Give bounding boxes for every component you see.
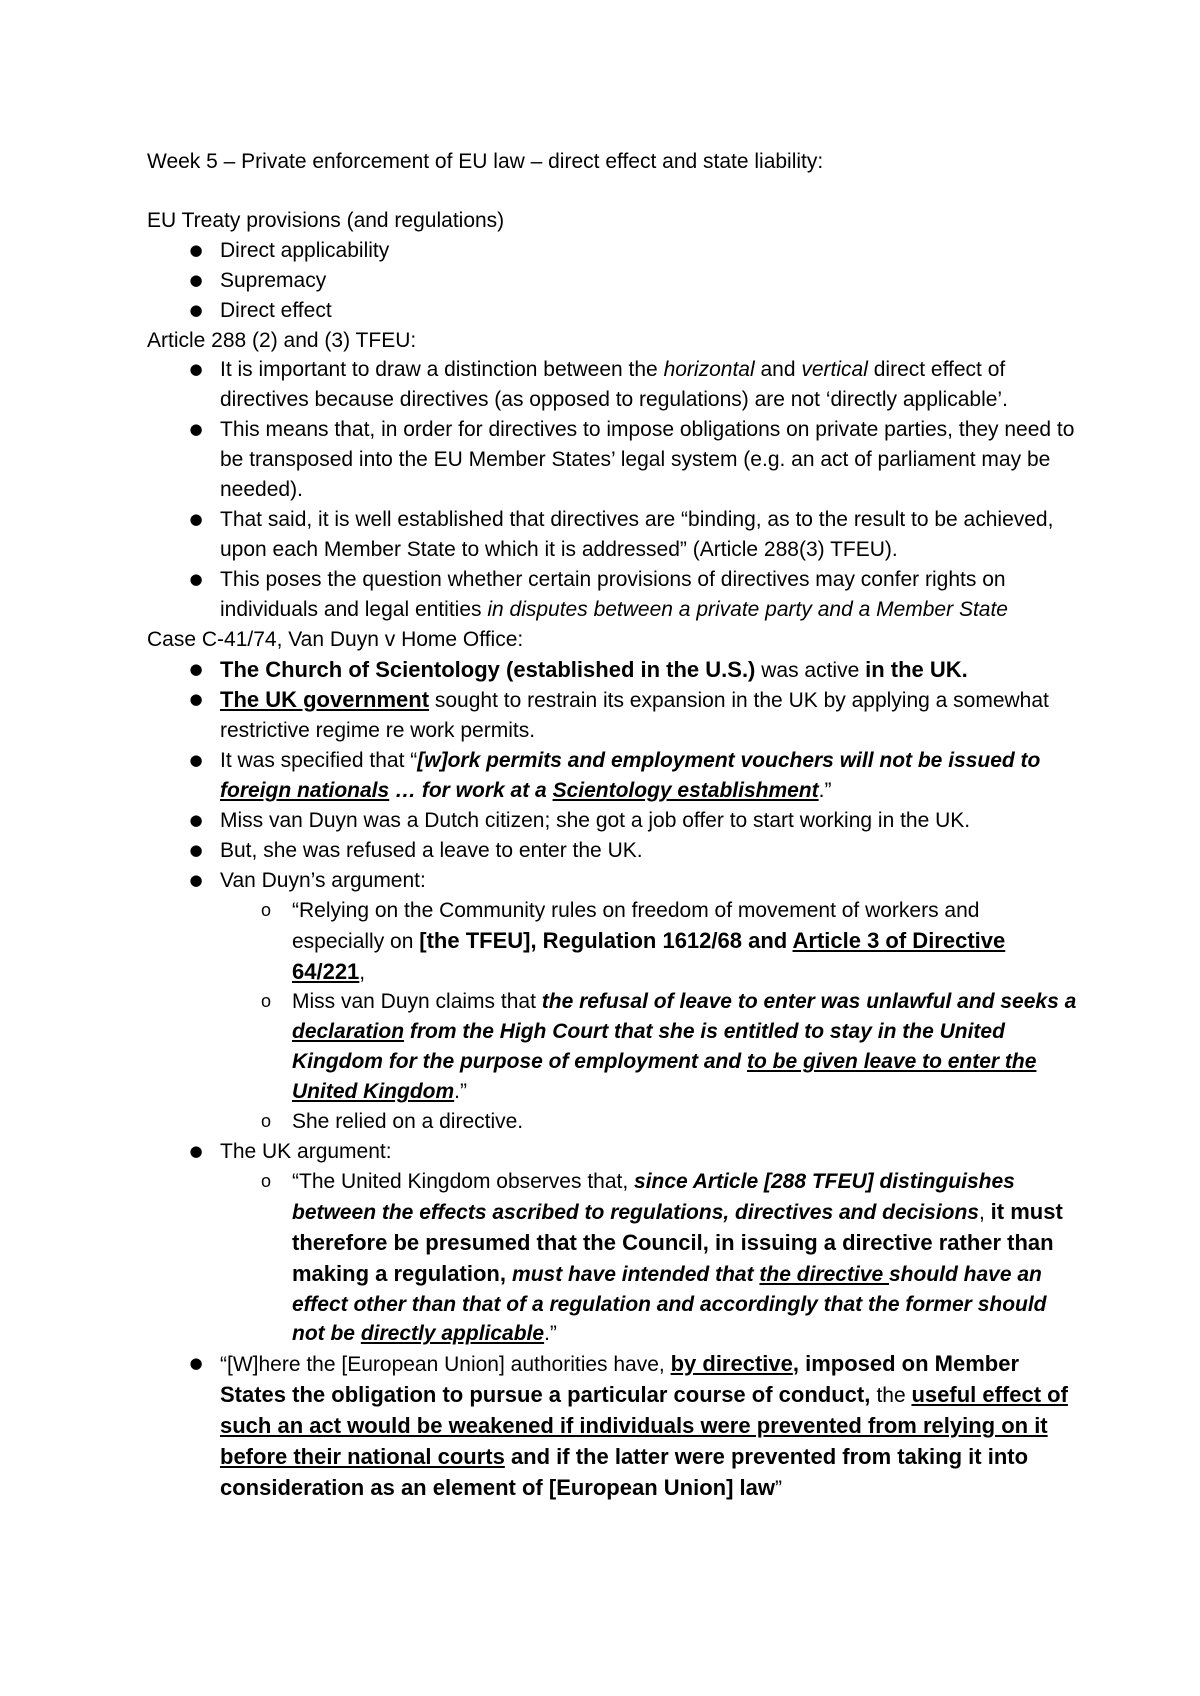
sub-list-item: o Miss van Duyn claims that the refusal of leave to enter was unlawful and seeks a declaration from the High Court that she is entitled to stay in the United Kingdom for the purpose of employment and to be given leave to enter the United Kingdom.”	[147, 987, 1077, 1107]
article-heading: Article 288 (2) and (3) TFEU:	[147, 328, 417, 352]
van-duyn-sublist	[147, 896, 1077, 1137]
list-item: ● Miss van Duyn was a Dutch citizen; she got a job offer to start working in the UK.	[147, 806, 1077, 836]
bullet-icon: ●	[189, 240, 203, 259]
list-item: ● “[W]here the [European Union] authorities have, by directive, imposed on Member States the obligation to pursue a particular course of conduct, the useful effect of such an act would be weakened if individuals were prevented from relying on it before their national courts and if the latter were prevented from taking it into consideration as an element of [European Union] law”	[147, 1349, 1077, 1504]
list-item: ● Direct effect	[147, 296, 1077, 326]
sub-list-item: o “The United Kingdom observes that, since Article [288 TFEU] distinguishes between the effects ascribed to regulations, directives and decisions, it must therefore be presumed that the Council, in issuing a directive rather than making a regulation, must have intended that the directive should have an effect other than that of a regulation and accordingly that the former should not be directly applicable.”	[147, 1167, 1077, 1349]
list-item: ● That said, it is well established that directives are “binding, as to the result to be achieved, upon each Member State to which it is addressed” (Article 288(3) TFEU).	[147, 505, 1077, 565]
list-item: ● Supremacy	[147, 266, 1077, 296]
bullet-icon: ●	[189, 1142, 203, 1160]
list-item: ● It is important to draw a distinction between the horizontal and vertical direct effect of directives because directives (as opposed to regulations) are not ‘directly applicable’.	[147, 355, 1077, 415]
quote-list	[147, 1349, 1077, 1504]
list-item: ● But, she was refused a leave to enter the UK.	[147, 836, 1077, 866]
treaty-heading: EU Treaty provisions (and regulations)	[147, 208, 505, 232]
treaty-list	[147, 236, 1077, 326]
list-item: ● Van Duyn’s argument:	[147, 866, 1077, 896]
bullet-icon: ●	[189, 690, 203, 709]
bullet-icon: ●	[189, 811, 203, 830]
case-heading: Case C-41/74, Van Duyn v Home Office:	[147, 627, 524, 651]
sub-list-item: o She relied on a directive.	[147, 1107, 1077, 1137]
bullet-icon: ●	[189, 1354, 203, 1373]
case-list	[147, 655, 1077, 896]
circle-bullet-icon: o	[260, 991, 271, 1012]
uk-argument-sublist	[147, 1167, 1077, 1349]
list-item: ● The UK government sought to restrain its expansion in the UK by applying a somewhat restrictive regime re work permits.	[147, 685, 1077, 746]
list-item: ● The Church of Scientology (established in the U.S.) was active in the UK.	[147, 655, 1077, 686]
bullet-icon: ●	[189, 420, 203, 439]
list-item: ● This poses the question whether certain provisions of directives may confer rights on individuals and legal entities in disputes between a private party and a Member State	[147, 565, 1077, 625]
bullet-icon: ●	[189, 840, 203, 859]
uk-argument-list	[147, 1137, 1077, 1167]
bullet-icon: ●	[189, 659, 203, 678]
circle-bullet-icon: o	[260, 1170, 271, 1191]
bullet-icon: ●	[189, 270, 203, 289]
circle-bullet-icon: o	[260, 899, 271, 920]
bullet-icon: ●	[189, 751, 203, 770]
list-item: ● Direct applicability	[147, 236, 1077, 266]
list-item: ● This means that, in order for directives to impose obligations on private parties, they need to be transposed into the EU Member States’ legal system (e.g. an act of parliament may be needed).	[147, 415, 1077, 505]
bullet-icon: ●	[189, 300, 203, 319]
article-list	[147, 355, 1077, 624]
bullet-icon: ●	[189, 509, 203, 528]
bullet-icon: ●	[189, 870, 203, 889]
list-item: ● It was specified that “[w]ork permits and employment vouchers will not be issued to foreign nationals … for work at a Scientology establishment.”	[147, 746, 1077, 806]
bullet-icon: ●	[189, 360, 203, 379]
document-body	[147, 147, 1077, 1504]
document-title: Week 5 – Private enforcement of EU law – direct effect and state liability:	[147, 150, 824, 173]
list-item: ● The UK argument:	[147, 1137, 1077, 1167]
bullet-icon: ●	[189, 569, 203, 588]
sub-list-item: o “Relying on the Community rules on freedom of movement of workers and especially on [the TFEU], Regulation 1612/68 and Article 3 of Directive 64/221,	[147, 896, 1077, 988]
circle-bullet-icon: o	[260, 1111, 271, 1132]
